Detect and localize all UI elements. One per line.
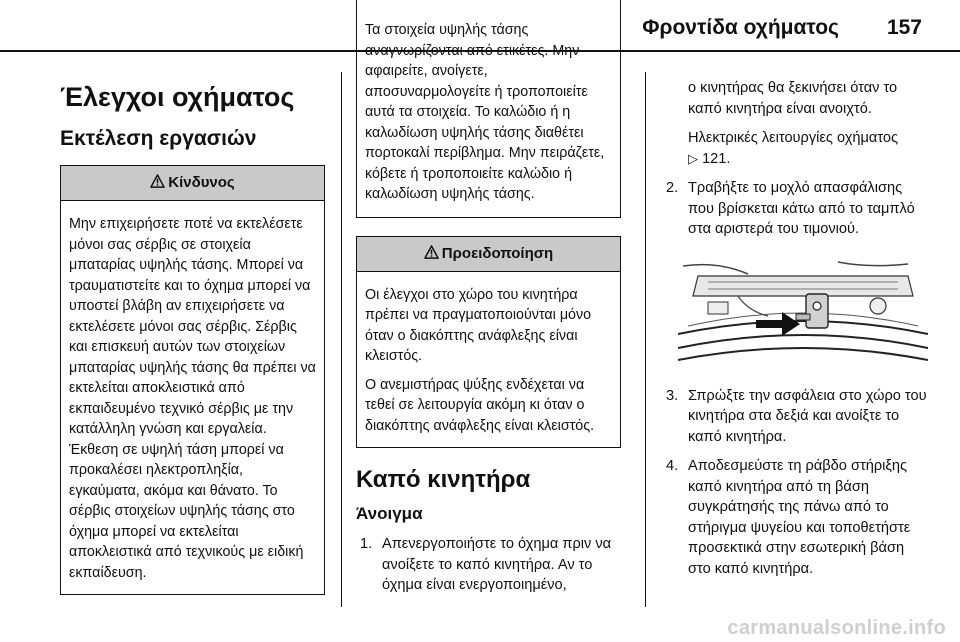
page-number: 157 xyxy=(886,16,922,39)
warning-box xyxy=(356,236,621,449)
page-header xyxy=(642,10,922,46)
list-item xyxy=(662,178,930,240)
danger-title: Κίνδυνος xyxy=(168,174,235,191)
warning-paragraph: Οι έλεγχοι στο χώρο του κινητήρα πρέπει να πραγματοποιούνται μόνο όταν ο διακόπτης ανάφλεξης είναι κλειστός. xyxy=(365,286,592,364)
reference-text: Ηλεκτρικές λειτουργίες οχήματος xyxy=(688,130,899,146)
danger-continued-text: Τα στοιχεία υψηλής τάσης αναγνωρίζονται από ετικέτες. Μην αφαιρείτε, ανοίγετε, αποσυναρμολογείτε ή τροποποιείτε αυτά τα στοιχεία. Το καλώδιο ή η καλωδίωση υψηλής τάσης διαθέτει πορτοκαλί περίβλημα. Μην πειράζετε, κόβετε ή τροποποιείτε καλώδιο ή καλωδίωση υψηλής τάσης. xyxy=(365,22,605,202)
warning-box-header xyxy=(357,237,620,272)
hood-latch-illustration xyxy=(678,256,928,368)
step-text: Αποδεσμεύστε τη ράβδο στήριξης καπό κινητήρα από τη βάση συγκράτησής της πάνω από το στήριγμα ψυγείου και τοποθετήστε προσεκτικά στην εσωτερική βάση στο καπό κινητήρα. xyxy=(688,458,911,577)
step-number: 3. xyxy=(666,387,679,404)
column-divider xyxy=(341,72,342,607)
hood-section-title: Καπό κινητήρα xyxy=(356,466,531,493)
step-number: 4. xyxy=(666,458,679,474)
danger-box xyxy=(60,165,325,595)
column-1 xyxy=(60,64,325,595)
opening-subtitle: Άνοιγμα xyxy=(356,504,423,523)
engine-bay-drawing xyxy=(678,256,928,368)
list-item xyxy=(662,456,930,579)
column-2 xyxy=(356,22,621,605)
column-divider xyxy=(645,72,646,607)
list-item xyxy=(662,386,930,448)
section-heading: Έλεγχοι οχήματος xyxy=(60,82,295,112)
reference-page: 121. xyxy=(702,150,731,167)
step-text: Σπρώξτε την ασφάλεια στο χώρο του κινητήρα στα δεξιά και ανοίξτε το καπό κινητήρα. xyxy=(688,387,927,445)
warning-triangle-icon xyxy=(150,174,165,188)
step-text: Απενεργοποιήστε το όχημα πριν να ανοίξετε το καπό κινητήρα. Αν το όχημα είναι ενεργοποιημένο, xyxy=(382,536,612,593)
danger-box-header xyxy=(61,166,324,201)
section-subheading: Εκτέλεση εργασιών xyxy=(60,127,257,150)
warning-triangle-icon xyxy=(424,245,439,259)
column-3 xyxy=(662,78,930,588)
header-title: Φροντίδα οχήματος xyxy=(642,16,839,39)
step-number: 2. xyxy=(666,180,679,196)
step-text: Τραβήξτε το μοχλό απασφάλισης που βρίσκεται κάτω από το ταμπλό στα αριστερά του τιμονιού. xyxy=(688,180,915,237)
page-reference-icon: ▷ xyxy=(688,150,698,166)
reference-note xyxy=(662,128,930,169)
list-item xyxy=(356,534,621,596)
steps-list xyxy=(662,178,930,240)
danger-box-body xyxy=(61,201,324,594)
warning-paragraph: Ο ανεμιστήρας ψύξης ενδέχεται να τεθεί σε λειτουργία ακόμη κι όταν ο διακόπτης ανάφλεξης είναι κλειστός. xyxy=(365,376,595,434)
danger-box-continued xyxy=(356,0,621,218)
step-continued-text: ο κινητήρας θα ξεκινήσει όταν το καπό κινητήρα είναι ανοιχτό. xyxy=(688,80,898,117)
steps-list xyxy=(356,534,621,596)
warning-box-body xyxy=(357,272,620,448)
watermark: carmanualsonline.info xyxy=(727,617,946,639)
steps-list xyxy=(662,386,930,580)
step-number: 1. xyxy=(360,536,373,552)
warning-title: Προειδοποίηση xyxy=(441,244,554,262)
danger-text: Μην επιχειρήσετε ποτέ να εκτελέσετε μόνοι σας σέρβις σε στοιχεία μπαταρίας υψηλής τάσης. Μπορεί να τραυματιστείτε και το όχημα μπορεί να υποστεί βλάβη αν επιχειρήσετε να εκτελέσετε μόνοι σας σέρβις. Σέρβις και επισκευή αυτών των στοιχείων μπαταρίας υψηλής τάσης θα πρέπει να εκτελείται αποκλειστικά από εκπαιδευμένο τεχνικό σέρβις με την κατάλληλη γνώση και εργαλεία. Έκθεση σε υψηλή τάση μπορεί να προκαλέσει ηλεκτροπληξία, εγκαύματα, ακόμα και θάνατο. Το σέρβις στοιχείων υψηλής τάσης στο όχημα μπορεί να εκτελείται αποκλειστικά από τεχνικούς με ειδική εκπαίδευση. xyxy=(69,216,316,581)
